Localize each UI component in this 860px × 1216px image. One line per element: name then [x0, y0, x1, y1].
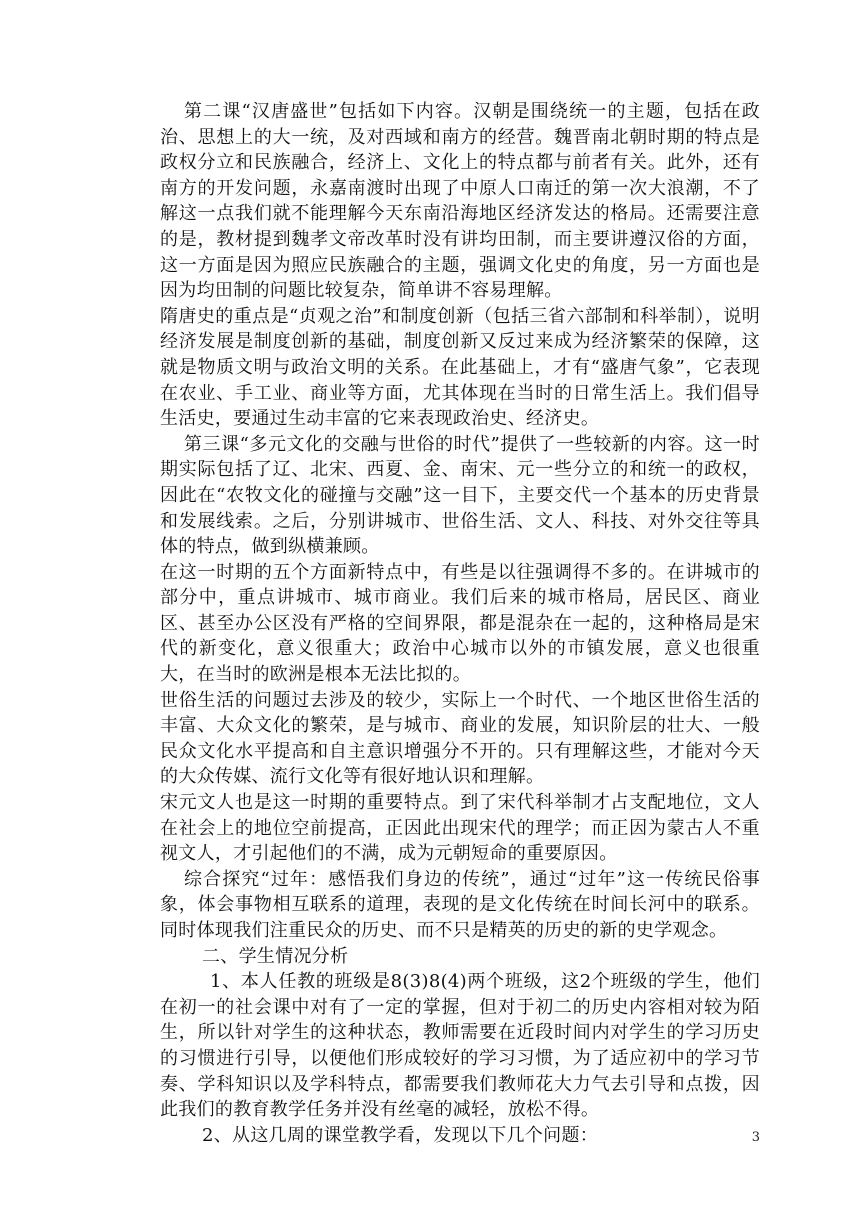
section-heading-student-analysis: 二、学生情况分析	[202, 945, 349, 967]
paragraph-point-one: 1、本人任教的班级是8(3)8(4)两个班级，这2个班级的学生，他们在初一的社会课中对有了一定的掌握，但对于初二的历史内容相对较为陌生，所以针对学生的这种状态，教师需要在近段时间内对学生的学习历史的习惯进行引导，以便他们形成较好的学习习惯，为了适应初中的学习节奏、学科知识以及学科特点，都需要我们教师花大力气去引导和点拨，因此我们的教育教学任务并没有丝毫的减轻，放松不得。	[160, 971, 760, 1121]
paragraph-lesson-two: 第二课“汉唐盛世”包括如下内容。汉朝是围绕统一的主题，包括在政治、思想上的大一统，及对西域和南方的经营。魏晋南北朝时期的特点是政权分立和民族融合，经济上、文化上的特点都与前者有关。此外，还有南方的开发问题，永嘉南渡时出现了中原人口南迁的第一次大浪潮，不了解这一点我们就不能理解今天东南沿海地区经济发达的格局。还需要注意的是，教材提到魏孝文帝改革时没有讲均田制，而主要讲遵汉俗的方面，这一方面是因为照应民族融合的主题，强调文化史的角度，另一方面也是因为均田制的问题比较复杂，简单讲不容易理解。	[160, 101, 760, 302]
paragraph-lesson-three: 第三课“多元文化的交融与世俗的时代”提供了一些较新的内容。这一时期实际包括了辽、北宋、西夏、金、南宋、元一些分立的和统一的政权，因此在“农牧文化的碰撞与交融”这一目下，主要交代一个基本的历史背景和发展线索。之后，分别讲城市、世俗生活、文人、科技、对外交往等具体的特点，做到纵横兼顾。	[160, 433, 760, 558]
paragraph-comprehensive-inquiry: 综合探究“过年：感悟我们身边的传统”，通过“过年”这一传统民俗事象，体会事物相互联系的道理，表现的是文化传统在时间长河中的联系。同时体现我们注重民众的历史、而不只是精英的历史的新的史学观念。	[160, 868, 760, 941]
page-number: 3	[751, 1130, 760, 1145]
paragraph-song-yuan-literati: 宋元文人也是这一时期的重要特点。到了宋代科举制才占支配地位，文人在社会上的地位空前提高，正因此出现宋代的理学；而正因为蒙古人不重视文人，才引起他们的不满，成为元朝短命的重要原因。	[160, 792, 760, 865]
paragraph-point-two: 2、从这几周的课堂教学看，发现以下几个问题：	[202, 1124, 599, 1146]
body-text	[160, 99, 760, 1148]
paragraph-sui-tang: 隋唐史的重点是“贞观之治”和制度创新（包括三省六部制和科举制），说明经济发展是制度创新的基础，制度创新又反过来成为经济繁荣的保障，这就是物质文明与政治文明的关系。在此基础上，才有“盛唐气象”，它表现在农业、手工业、商业等方面，尤其体现在当时的日常生活上。我们倡导生活史，要通过生动丰富的它来表现政治史、经济史。	[160, 305, 760, 430]
paragraph-secular-life: 世俗生活的问题过去涉及的较少，实际上一个时代、一个地区世俗生活的丰富、大众文化的繁荣，是与城市、商业的发展，知识阶层的壮大、一般民众文化水平提高和自主意识增强分不开的。只有理解这些，才能对今天的大众传媒、流行文化等有很好地认识和理解。	[160, 689, 760, 788]
paragraph-five-aspects: 在这一时期的五个方面新特点中，有些是以往强调得不多的。在讲城市的部分中，重点讲城市、城市商业。我们后来的城市格局，居民区、商业区、甚至办公区没有严格的空间界限，都是混杂在一起的，这种格局是宋代的新变化，意义很重大；政治中心城市以外的市镇发展，意义也很重大，在当时的欧洲是根本无法比拟的。	[160, 561, 760, 686]
